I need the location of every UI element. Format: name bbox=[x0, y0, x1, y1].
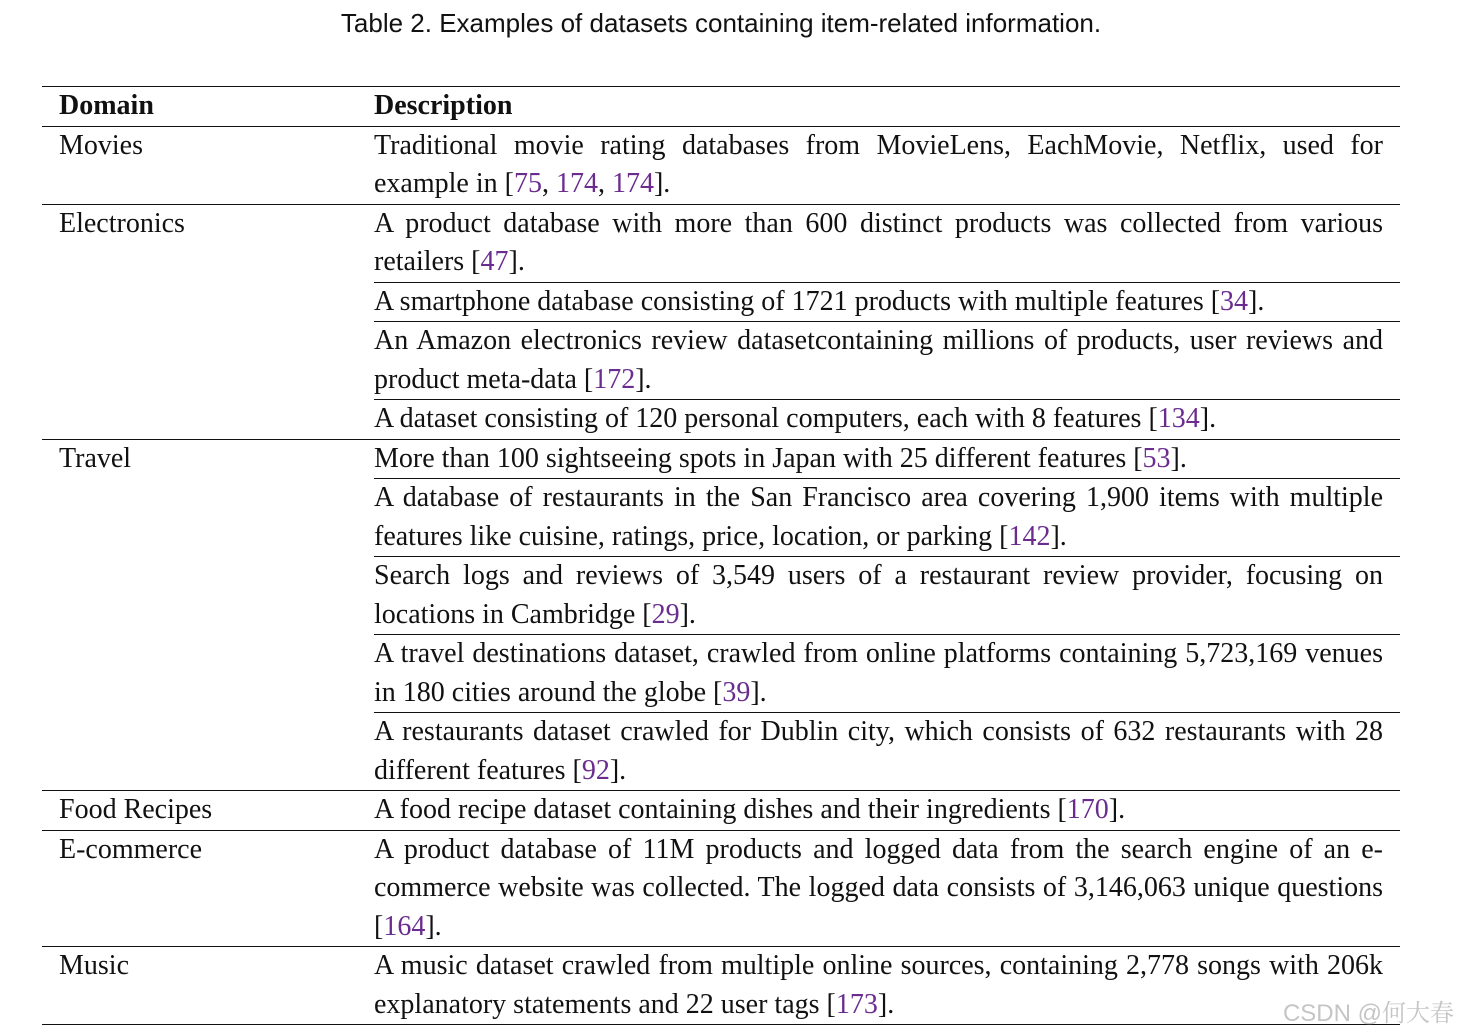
description-text: ]. bbox=[1170, 442, 1187, 474]
description-text: ]. bbox=[750, 676, 767, 708]
description-text: An Amazon electronics review datasetcontaining millions of products, user reviews and product meta-data [ bbox=[374, 325, 1383, 395]
citation-link[interactable]: 174 bbox=[611, 168, 654, 199]
table-row bbox=[42, 439, 1400, 479]
citation-link[interactable]: 134 bbox=[1157, 403, 1200, 434]
description-text: A database of restaurants in the San Francisco area covering 1,900 items with multiple features like cuisine, ratings, price, location, or parking [ bbox=[374, 482, 1383, 552]
table-row bbox=[42, 204, 1400, 282]
domain-cell: Travel bbox=[42, 439, 374, 791]
description-cell bbox=[374, 439, 1400, 479]
description-text: A music dataset crawled from multiple online sources, containing 2,778 songs with 206k explanatory statements and 22 user tags [ bbox=[374, 950, 1383, 1020]
description-text: A smartphone database consisting of 1721 products with multiple features [ bbox=[374, 285, 1221, 317]
citation-link[interactable]: 164 bbox=[383, 910, 426, 942]
domain-cell: Food Recipes bbox=[42, 791, 374, 831]
description-text: , bbox=[541, 168, 556, 199]
citation-link[interactable]: 29 bbox=[651, 598, 680, 630]
domain-cell: Music bbox=[42, 947, 374, 1025]
description-cell bbox=[374, 635, 1400, 713]
citation-link[interactable]: 172 bbox=[593, 363, 636, 395]
description-text: Search logs and reviews of 3,549 users of a restaurant review provider, focusing on locations in Cambridge [ bbox=[374, 560, 1383, 630]
description-text: ]. bbox=[1050, 520, 1067, 552]
citation-link[interactable]: 173 bbox=[835, 988, 878, 1020]
header-row bbox=[42, 87, 1400, 127]
table-row bbox=[42, 791, 1400, 831]
description-cell bbox=[374, 557, 1400, 635]
description-text: A restaurants dataset crawled for Dublin city, which consists of 632 restaurants with 28 different features [ bbox=[374, 716, 1383, 786]
description-cell bbox=[374, 791, 1400, 831]
description-text: ]. bbox=[1199, 403, 1217, 434]
table-row bbox=[42, 126, 1400, 204]
description-cell bbox=[374, 126, 1400, 204]
description-text: ]. bbox=[425, 910, 442, 942]
description-text: ]. bbox=[508, 246, 525, 277]
header-domain: Domain bbox=[42, 87, 374, 127]
table-caption: Table 2. Examples of datasets containing item-related information. bbox=[340, 8, 1102, 38]
description-text: A product database of 11M products and logged data from the search engine of an e-commerce website was collected. The logged data consists of 3,146,063 unique questions [ bbox=[374, 833, 1383, 942]
description-text: ]. bbox=[635, 363, 652, 395]
citation-link[interactable]: 47 bbox=[480, 246, 509, 277]
description-cell bbox=[374, 400, 1400, 440]
description-text: ]. bbox=[653, 168, 671, 199]
domain-cell: Electronics bbox=[42, 204, 374, 439]
description-text: A travel destinations dataset, crawled from online platforms containing 5,723,169 venues in 180 cities around the globe [ bbox=[374, 638, 1383, 708]
citation-link[interactable]: 92 bbox=[581, 754, 610, 786]
citation-link[interactable]: 53 bbox=[1142, 442, 1171, 474]
description-cell bbox=[374, 830, 1400, 947]
description-text: More than 100 sightseeing spots in Japan with 25 different features [ bbox=[374, 442, 1143, 474]
description-text: ]. bbox=[877, 988, 895, 1020]
domain-cell: Movies bbox=[42, 126, 374, 204]
description-cell bbox=[374, 282, 1400, 322]
description-cell bbox=[374, 322, 1400, 400]
citation-link[interactable]: 170 bbox=[1066, 794, 1109, 825]
citation-link[interactable]: 75 bbox=[513, 168, 542, 199]
description-text: , bbox=[597, 168, 612, 199]
description-cell bbox=[374, 479, 1400, 557]
citation-link[interactable]: 174 bbox=[555, 168, 598, 199]
table-body bbox=[42, 126, 1400, 1025]
citation-link[interactable]: 39 bbox=[722, 676, 751, 708]
datasets-table bbox=[42, 86, 1400, 1025]
description-text: A dataset consisting of 120 personal computers, each with 8 features [ bbox=[374, 403, 1158, 434]
description-text: ]. bbox=[679, 598, 696, 630]
domain-cell: E-commerce bbox=[42, 830, 374, 947]
description-cell bbox=[374, 713, 1400, 791]
table-row bbox=[42, 830, 1400, 947]
description-text: A food recipe dataset containing dishes and their ingredients [ bbox=[374, 794, 1067, 825]
citation-link[interactable]: 34 bbox=[1220, 285, 1249, 317]
description-cell bbox=[374, 947, 1400, 1025]
description-text: ]. bbox=[1108, 794, 1126, 825]
watermark: CSDN @何大春 bbox=[1282, 1000, 1454, 1027]
citation-link[interactable]: 142 bbox=[1008, 520, 1051, 552]
header-description: Description bbox=[374, 87, 1400, 127]
description-cell bbox=[374, 204, 1400, 282]
description-text: ]. bbox=[1248, 285, 1265, 317]
table-row bbox=[42, 947, 1400, 1025]
description-text: A product database with more than 600 distinct products was collected from various retailers [ bbox=[374, 207, 1383, 277]
description-text: ]. bbox=[609, 754, 627, 786]
description-text: Traditional movie rating databases from MovieLens, EachMovie, Netflix, used for example in [ bbox=[374, 129, 1383, 199]
